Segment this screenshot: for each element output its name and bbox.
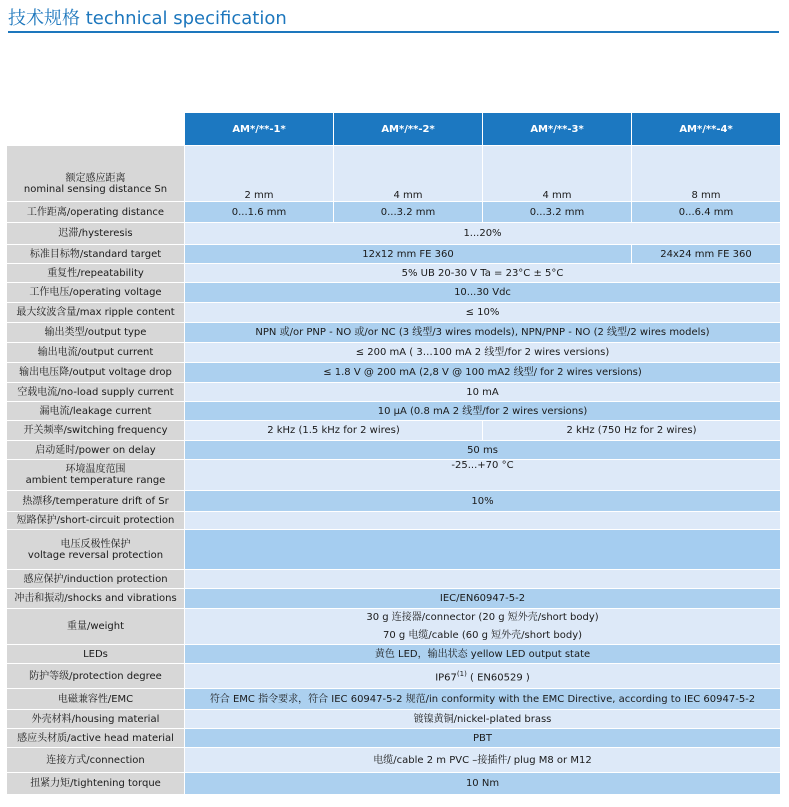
value-cell: NPN 或/or PNP - NO 或/or NC (3 线型/3 wires models), NPN/PNP - NO (2 线型/2 wires models) [185,323,781,343]
value-cell [185,570,781,589]
header-corner [7,113,185,146]
label-shocks-vibrations: 冲击和振动/shocks and vibrations [7,589,185,609]
model-header-4: AM*/**-4* [632,113,781,146]
label-voltage-reversal [7,530,185,570]
label-standard-target: 标准目标物/standard target [7,245,185,264]
label-nominal-sensing-distance [7,146,185,202]
value-cell: 8 mm [632,146,781,202]
label-max-ripple: 最大纹波含量/max ripple content [7,303,185,323]
label-operating-voltage: 工作电压/operating voltage [7,283,185,303]
value-cell: 10 mA [185,383,781,402]
label-cn: 环境温度范围 [65,464,126,475]
label-repeatability: 重复性/repeatability [7,264,185,283]
label-operating-distance: 工作距离/operating distance [7,202,185,223]
label-en: nominal sensing distance Sn [23,184,168,195]
label-cn: 电压反极性保护 [60,538,131,550]
row-temperature-drift [7,491,781,512]
label-ambient-temperature [7,460,185,491]
label-short-circuit: 短路保护/short-circuit protection [7,512,185,530]
value-cell: 50 ms [185,441,781,460]
value-cell: 1...20% [185,223,781,245]
row-output-current [7,343,781,363]
label-leakage-current: 漏电流/leakage current [7,402,185,421]
weight-line-1: 30 g 连接器/connector (20 g 短外壳/short body) [366,611,599,623]
label-leds: LEDs [7,645,185,664]
row-operating-voltage [7,283,781,303]
value-cell: ≤ 10% [185,303,781,323]
value-cell: 黄色 LED，输出状态 yellow LED output state [185,645,781,664]
page-title: 技术规格 technical specification [8,8,287,29]
model-header-2: AM*/**-2* [334,113,483,146]
row-emc [7,689,781,710]
value-cell: 24x24 mm FE 360 [632,245,781,264]
value-cell: 2 mm [185,146,334,202]
label-power-on-delay: 启动延时/power on delay [7,441,185,460]
label-connection: 连接方式/connection [7,748,185,773]
value-cell: -25...+70 °C [185,460,781,491]
label-weight: 重量/weight [7,609,185,645]
label-emc: 电磁兼容性/EMC [7,689,185,710]
value-cell [185,609,781,645]
value-cell: 电缆/cable 2 m PVC –接插件/ plug M8 or M12 [185,748,781,773]
label-induction-protection: 感应保护/induction protection [7,570,185,589]
value-cell [185,530,781,570]
row-housing-material [7,710,781,729]
model-header-1: AM*/**-1* [185,113,334,146]
row-connection [7,748,781,773]
value-cell: 0...6.4 mm [632,202,781,223]
label-tightening-torque: 扭紧力矩/tightening torque [7,773,185,795]
row-induction-protection [7,570,781,589]
row-max-ripple [7,303,781,323]
value-cell: 5% UB 20-30 V Ta = 23°C ± 5°C [185,264,781,283]
value-cell: 符合 EMC 指令要求，符合 IEC 60947-5-2 规范/in conformity with the EMC Directive, according to IEC 60947-5-2 [185,689,781,710]
row-weight [7,609,781,645]
value-cell: 2 kHz (1.5 kHz for 2 wires) [185,421,483,441]
label-protection-degree: 防护等级/protection degree [7,664,185,689]
row-hysteresis [7,223,781,245]
row-repeatability [7,264,781,283]
row-switching-frequency [7,421,781,441]
row-ambient-temperature [7,460,781,491]
ip-rating: IP67 [435,672,457,684]
row-leakage-current [7,402,781,421]
row-standard-target [7,245,781,264]
row-active-head-material [7,729,781,748]
label-output-type: 输出类型/output type [7,323,185,343]
row-short-circuit [7,512,781,530]
value-cell: PBT [185,729,781,748]
value-cell: 0...3.2 mm [334,202,483,223]
value-cell: ≤ 200 mA ( 3…100 mA 2 线型/for 2 wires versions) [185,343,781,363]
weight-line-2: 70 g 电缆/cable (60 g 短外壳/short body) [382,629,583,641]
value-cell: 4 mm [334,146,483,202]
row-shocks-vibrations [7,589,781,609]
row-output-type [7,323,781,343]
value-cell [185,512,781,530]
value-cell: 4 mm [483,146,632,202]
value-cell: 0...3.2 mm [483,202,632,223]
footnote-marker: (1) [456,669,467,678]
value-cell [185,664,781,689]
row-operating-distance [7,202,781,223]
row-protection-degree [7,664,781,689]
value-cell: 10 Nm [185,773,781,795]
spec-table [6,112,781,795]
label-no-load-current: 空载电流/no-load supply current [7,383,185,402]
label-temperature-drift: 热漂移/temperature drift of Sr [7,491,185,512]
value-cell: ≤ 1.8 V @ 200 mA (2,8 V @ 100 mA2 线型/ for 2 wires versions) [185,363,781,383]
value-cell: 0...1.6 mm [185,202,334,223]
value-cell: IEC/EN60947-5-2 [185,589,781,609]
row-leds [7,645,781,664]
row-no-load-current [7,383,781,402]
title-divider [8,31,779,33]
model-header-3: AM*/**-3* [483,113,632,146]
value-cell: 镀镍黄铜/nickel-plated brass [185,710,781,729]
label-en: ambient temperature range [25,475,166,486]
value-cell: 12x12 mm FE 360 [185,245,632,264]
model-header-row [7,113,781,146]
row-voltage-reversal [7,530,781,570]
value-cell: 10 μA (0.8 mA 2 线型/for 2 wires versions) [185,402,781,421]
label-output-voltage-drop: 输出电压降/output voltage drop [7,363,185,383]
row-tightening-torque [7,773,781,795]
value-cell: 2 kHz (750 Hz for 2 wires) [483,421,781,441]
label-en: voltage reversal protection [27,549,164,561]
ip-standard: ( EN60529 ) [466,672,530,684]
value-cell: 10...30 Vdc [185,283,781,303]
label-hysteresis: 迟滞/hysteresis [7,223,185,245]
row-nominal-sensing-distance [7,146,781,202]
label-housing-material: 外壳材料/housing material [7,710,185,729]
label-switching-frequency: 开关频率/switching frequency [7,421,185,441]
row-output-voltage-drop [7,363,781,383]
row-power-on-delay [7,441,781,460]
value-cell: 10% [185,491,781,512]
label-active-head-material: 感应头材质/active head material [7,729,185,748]
label-cn: 额定感应距离 [65,173,126,184]
label-output-current: 输出电流/output current [7,343,185,363]
